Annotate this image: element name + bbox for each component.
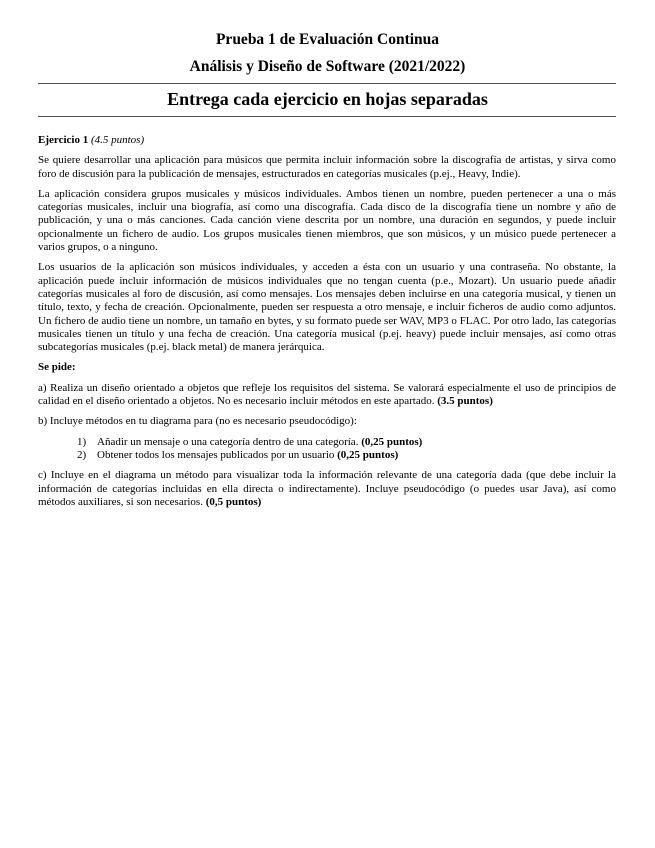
question-a-text: a) Realiza un diseño orientado a objetos que refleje los requisitos del sistema. Se valorará especialmente el uso de principios de calidad en el diseño orientado a objetos. No es necesario incluir métodos en este apartado. — [38, 381, 616, 408]
exercise-points: (4.5 puntos) — [90, 134, 145, 146]
exercise-body — [38, 134, 616, 516]
question-c-points: (0,5 puntos) — [205, 495, 262, 508]
paragraph-1: Se quiere desarrollar una aplicación para músicos que permita incluir información sobre la discografía de artistas, y sirva como foro de discusión para la publicación de mensajes, estructurados en categorías musicales (p.ej., Heavy, Indie). — [38, 154, 616, 180]
list-item-points: (0,25 puntos) — [337, 448, 399, 461]
list-item — [38, 436, 616, 449]
course-title: Análisis y Diseño de Software (2021/2022) — [189, 58, 466, 75]
exam-title: Prueba 1 de Evaluación Continua — [215, 31, 440, 48]
question-c — [38, 469, 616, 509]
list-item-number: 2) — [77, 448, 87, 461]
submission-instruction: Entrega cada ejercicio en hojas separadas — [167, 89, 488, 109]
paragraph-2: La aplicación considera grupos musicales y músicos individuales. Ambos tienen un nombre, pueden pertenecer a una o más categorías musicales, incluir una biografía, así como una discografía. Cada disco de la discografía tiene un nombre y año de publicación, y una o más canciones. Cada canción viene descrita por un nombre, una duración en segundos, y puede incluir opcionalmente un fichero de audio. Los grupos musicales tienen miembros, que son músicos, y un músico puede pertenecer a varios grupos, o a ninguno. — [38, 187, 616, 254]
exercise-title: Ejercicio 1 — [38, 134, 89, 146]
paragraph-3: Los usuarios de la aplicación son músicos individuales, y acceden a ésta con un usuario y una contraseña. No obstante, la aplicación puede incluir información de músicos individuales que no tengan cuenta (p.e., Mozart). Un usuario puede añadir categorías musicales al foro de discusión, así como mensajes. Los mensajes deben incluirse en una categoría musical, y tienen un título, texto, y fecha de creación. Opcionalmente, pueden ser respuesta a otro mensaje, e incluir ficheros de audio como adjuntos. Un fichero de audio tiene un nombre, un tamaño en bytes, y su formato puede ser WAV, MP3 o FLAC. Por otro lado, las categorías musicales tienen un título y una fecha de creación. Una categoría musical (p.ej. heavy) puede incluir mensajes, así como otras subcategorías musicales (p.ej. black metal) de manera jerárquica. — [38, 261, 616, 354]
list-item — [38, 449, 616, 462]
question-a-points: (3.5 puntos) — [437, 395, 493, 408]
exercise-heading — [38, 134, 616, 147]
list-item-number: 1) — [77, 435, 87, 448]
question-b: b) Incluye métodos en tu diagrama para (no es necesario pseudocódigo): — [38, 415, 357, 428]
question-a — [38, 382, 616, 409]
list-item-text: Obtener todos los mensajes publicados por un usuario — [97, 448, 335, 461]
question-b-list — [38, 436, 616, 463]
divider-bottom — [38, 116, 616, 117]
list-item-text: Añadir un mensaje o una categoría dentro de una categoría. — [97, 435, 359, 448]
question-c-text: c) Incluye en el diagrama un método para visualizar toda la información relevante de una categoría dada (que debe incluir la información de categorías incluidas en ella directa o indirectamente). Incluye pseudocódigo (o puedes usar Java), así como métodos auxiliares, si son necesarios. — [38, 469, 616, 508]
asks-label: Se pide: — [38, 361, 76, 374]
divider-top — [38, 83, 616, 84]
list-item-points: (0,25 puntos) — [361, 435, 423, 448]
